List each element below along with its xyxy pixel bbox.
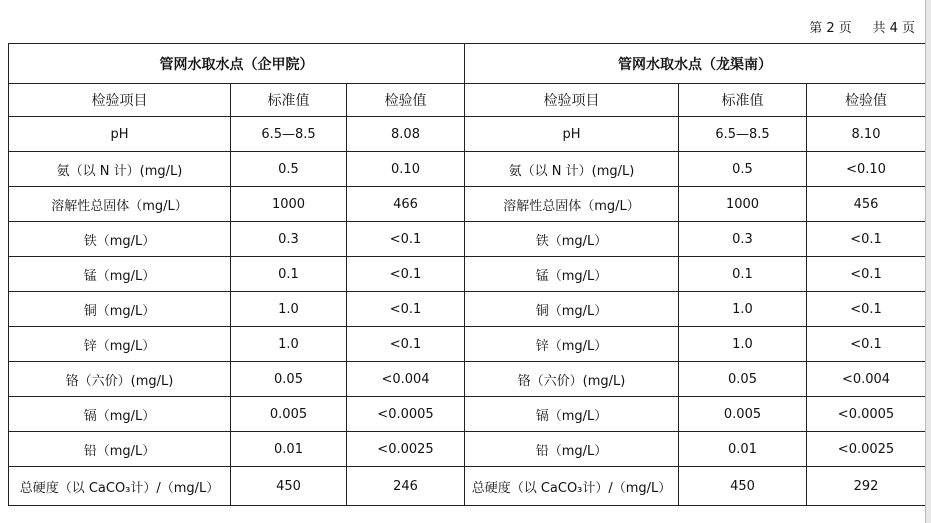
page-number: 第 2 页 共 4 页 <box>809 21 915 36</box>
row-standard: 1.0 <box>679 292 807 327</box>
row-value: <0.1 <box>347 222 465 257</box>
row-standard: 0.1 <box>231 257 347 292</box>
table-row <box>9 397 926 432</box>
row-value: <0.0005 <box>807 397 926 432</box>
row-standard: 0.5 <box>679 152 807 187</box>
row-item: 铅（mg/L） <box>465 432 679 467</box>
row-value: 292 <box>807 467 926 506</box>
row-value: 8.08 <box>347 117 465 152</box>
row-standard: 0.5 <box>231 152 347 187</box>
table-row <box>9 117 926 152</box>
table-row <box>9 257 926 292</box>
row-standard: 0.01 <box>679 432 807 467</box>
table-row <box>9 362 926 397</box>
row-item: 锰（mg/L） <box>9 257 231 292</box>
row-value: <0.1 <box>807 292 926 327</box>
row-item: 铜（mg/L） <box>9 292 231 327</box>
section-title-row <box>9 44 926 84</box>
row-item: 氨（以 N 计）(mg/L) <box>465 152 679 187</box>
row-value: <0.1 <box>347 257 465 292</box>
row-value: 456 <box>807 187 926 222</box>
row-standard: 6.5—8.5 <box>679 117 807 152</box>
row-standard: 1.0 <box>679 327 807 362</box>
row-value: <0.0025 <box>347 432 465 467</box>
header-value: 检验值 <box>807 84 926 117</box>
column-header-row <box>9 84 926 117</box>
row-standard: 0.01 <box>231 432 347 467</box>
table-body <box>9 117 926 506</box>
section-title-left: 管网水取水点（企甲院） <box>9 44 465 84</box>
row-value: <0.1 <box>807 222 926 257</box>
table-row <box>9 187 926 222</box>
row-standard: 1.0 <box>231 327 347 362</box>
table-row <box>9 327 926 362</box>
row-value: <0.004 <box>807 362 926 397</box>
row-item: 锌（mg/L） <box>9 327 231 362</box>
row-standard: 0.3 <box>231 222 347 257</box>
row-item: 溶解性总固体（mg/L） <box>9 187 231 222</box>
row-standard: 0.1 <box>679 257 807 292</box>
row-item: 氨（以 N 计）(mg/L) <box>9 152 231 187</box>
row-standard: 1.0 <box>231 292 347 327</box>
row-item: 铬（六价）(mg/L) <box>9 362 231 397</box>
row-value: <0.1 <box>347 292 465 327</box>
header-value: 检验值 <box>347 84 465 117</box>
section-title-right: 管网水取水点（龙渠南） <box>465 44 926 84</box>
row-item: 总硬度（以 CaCO₃计）/（mg/L） <box>465 467 679 506</box>
row-item: 镉（mg/L） <box>465 397 679 432</box>
row-value: <0.004 <box>347 362 465 397</box>
row-item: 总硬度（以 CaCO₃计）/（mg/L） <box>9 467 231 506</box>
table-row <box>9 432 926 467</box>
row-standard: 1000 <box>231 187 347 222</box>
row-standard: 1000 <box>679 187 807 222</box>
row-value: 246 <box>347 467 465 506</box>
table-row <box>9 467 926 506</box>
table-row <box>9 222 926 257</box>
row-standard: 0.005 <box>231 397 347 432</box>
row-item: 锰（mg/L） <box>465 257 679 292</box>
row-standard: 0.005 <box>679 397 807 432</box>
row-value: <0.1 <box>807 257 926 292</box>
header-standard: 标准值 <box>679 84 807 117</box>
row-item: 铬（六价）(mg/L) <box>465 362 679 397</box>
header-item: 检验项目 <box>9 84 231 117</box>
row-value: <0.0005 <box>347 397 465 432</box>
row-item: pH <box>9 117 231 152</box>
row-item: 铁（mg/L） <box>465 222 679 257</box>
row-value: 8.10 <box>807 117 926 152</box>
row-standard: 450 <box>679 467 807 506</box>
row-item: 铜（mg/L） <box>465 292 679 327</box>
row-value: 466 <box>347 187 465 222</box>
row-standard: 6.5—8.5 <box>231 117 347 152</box>
row-standard: 0.3 <box>679 222 807 257</box>
row-item: 锌（mg/L） <box>465 327 679 362</box>
row-value: <0.1 <box>347 327 465 362</box>
table-row <box>9 292 926 327</box>
row-item: 铅（mg/L） <box>9 432 231 467</box>
row-value: <0.1 <box>807 327 926 362</box>
row-value: <0.0025 <box>807 432 926 467</box>
water-quality-table <box>8 43 926 506</box>
row-value: 0.10 <box>347 152 465 187</box>
row-item: pH <box>465 117 679 152</box>
row-standard: 0.05 <box>679 362 807 397</box>
row-item: 溶解性总固体（mg/L） <box>465 187 679 222</box>
row-item: 镉（mg/L） <box>9 397 231 432</box>
header-item: 检验项目 <box>465 84 679 117</box>
table-row <box>9 152 926 187</box>
row-standard: 450 <box>231 467 347 506</box>
row-standard: 0.05 <box>231 362 347 397</box>
row-item: 铁（mg/L） <box>9 222 231 257</box>
header-standard: 标准值 <box>231 84 347 117</box>
window-edge <box>925 0 931 523</box>
row-value: <0.10 <box>807 152 926 187</box>
